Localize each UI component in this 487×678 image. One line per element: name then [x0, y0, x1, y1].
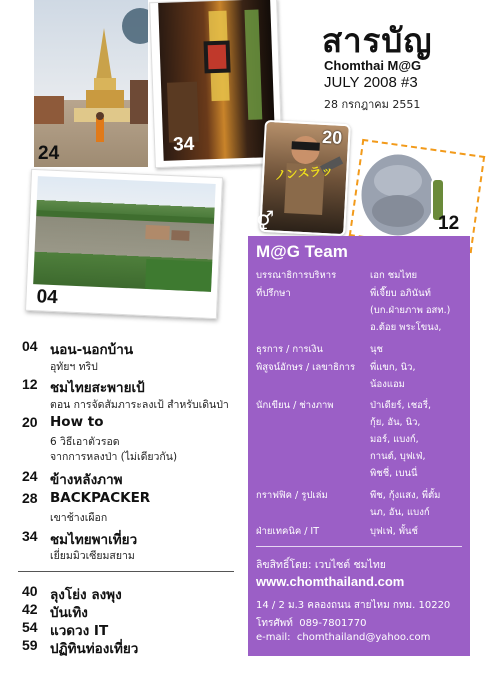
toc-description: เขาช้างเผือก	[50, 512, 108, 524]
toc-title: บันเทิง	[50, 605, 88, 621]
team-members	[370, 362, 474, 396]
team-role: นักเขียน / ช่างภาพ	[256, 400, 334, 411]
team-member: (บก.ฝ่ายภาพ อสท.)	[370, 305, 451, 316]
page-title: สารบัญ	[322, 21, 433, 60]
toc-title: ลุงโย่ง ลงพุง	[50, 587, 122, 603]
team-member: พี่เจี๊ยบ อภินันท์	[370, 288, 431, 299]
team-member: พีช, กุ้งแสง, พี่ตั้ม	[370, 490, 441, 501]
toc-page-number: 28	[22, 490, 38, 506]
team-member: พิชชี่, เบนนี่	[370, 468, 418, 479]
team-member: นภ, อัน, แบงก์	[370, 507, 430, 518]
toc-title: ชมไทยพาเที่ยว	[50, 532, 138, 548]
team-member: มอร์, แบงก์,	[370, 434, 419, 445]
team-members	[370, 490, 474, 524]
toc-page-number: 42	[22, 601, 38, 617]
toc-description: เยี่ยมมิวเซียมสยาม	[50, 550, 135, 562]
river-photo	[33, 176, 216, 292]
toc-title: นอน-นอกบ้าน	[50, 342, 134, 358]
river-page-number: 04	[36, 286, 59, 309]
team-member: กานต์, บุฟเฟ่,	[370, 451, 426, 462]
team-role: ธุรการ / การเงิน	[256, 344, 323, 355]
rambo-caption: ノンスラッ	[273, 163, 334, 183]
team-members	[370, 400, 474, 485]
team-divider	[256, 546, 462, 547]
temple-photo	[34, 0, 148, 167]
team-panel	[248, 236, 470, 656]
team-member: บุฟเฟ่, พั้นช์	[370, 526, 418, 537]
toc-page-number: 24	[22, 468, 38, 484]
team-members	[370, 270, 474, 287]
temple-illustration	[34, 0, 148, 167]
copyright-label: ลิขสิทธิ์โดย: เวบไซต์ ชมไทย	[256, 559, 386, 571]
backpack-sticker	[354, 145, 460, 239]
issue-date: 28 กรกฎาคม 2551	[324, 98, 421, 111]
toc-page-number: 40	[22, 583, 38, 599]
team-members	[370, 526, 474, 543]
toc-page-number: 20	[22, 414, 38, 430]
team-members	[370, 344, 474, 361]
phone-row	[256, 616, 366, 631]
toc-description: ตอน การจัดสัมภาระลงเป้ สำหรับเดินป่า	[50, 399, 229, 411]
website-link[interactable]: www.chomthailand.com	[256, 574, 405, 589]
toc-title: แวดวง IT	[50, 623, 109, 639]
toc-title: ข้างหลังภาพ	[50, 472, 123, 488]
toc-page-number: 34	[22, 528, 38, 544]
toc-title: How to	[50, 414, 104, 430]
toc-page-number: 59	[22, 637, 38, 653]
toc-description: จากการหลงป่า (ไม่เดียวกัน)	[50, 451, 178, 463]
toc-page-number: 04	[22, 338, 38, 354]
issue-label: JULY 2008 #3	[324, 74, 418, 91]
team-role: ที่ปรึกษา	[256, 288, 291, 299]
phone-number: 089-7801770	[299, 618, 367, 629]
email-link[interactable]: chomthailand@yahoo.com	[296, 632, 431, 643]
temple-page-number: 24	[38, 143, 60, 164]
toc-page-number: 12	[22, 376, 38, 392]
team-role: พิสูจน์อักษร / เลขาธิการ	[256, 362, 356, 373]
river-photo-frame	[25, 169, 223, 319]
shop-page-number: 34	[172, 133, 195, 156]
email-label: e-mail:	[256, 632, 291, 643]
email-row	[256, 632, 430, 643]
toc-divider	[18, 571, 234, 572]
team-role: บรรณาธิการบริหาร	[256, 270, 337, 281]
gender-symbol-icon: ⚥	[256, 210, 275, 234]
team-member: กุ้ย, อัน, นิว,	[370, 417, 421, 428]
team-member: ป่าเดียร์, เชอรี่,	[370, 400, 432, 411]
team-member: เอก ชมไทย	[370, 270, 418, 281]
team-member: นุช	[370, 344, 383, 355]
team-member: อ.ต้อย พระโขนง,	[370, 322, 442, 333]
phone-label: โทรศัพท์	[256, 618, 293, 629]
team-title: M@G Team	[256, 242, 348, 261]
toc-title: BACKPACKER	[50, 490, 151, 506]
team-members	[370, 288, 474, 339]
team-role: ฝ่ายเทคนิค / IT	[256, 526, 320, 537]
address: 14 / 2 ม.3 คลองถนน สายไหม กทม. 10220	[256, 600, 451, 611]
magazine-brand: Chomthai M@G	[324, 58, 422, 73]
river-illustration	[33, 176, 216, 292]
toc-title: ชมไทยสะพายเป้	[50, 380, 145, 396]
toc-description: 6 วิธีเอาตัวรอด	[50, 436, 120, 448]
team-role: กราฟฟิค / รูปเล่ม	[256, 490, 328, 501]
team-member: พี่แขก, นิว,	[370, 362, 416, 373]
toc-page-number: 54	[22, 619, 38, 635]
toc-description: อุทัยฯ ทริป	[50, 361, 98, 373]
backpack-page-number: 12	[438, 213, 460, 234]
team-member: น้องแอม	[370, 379, 405, 390]
toc-title: ปฏิทินท่องเที่ยว	[50, 641, 139, 657]
rambo-page-number: 20	[321, 126, 343, 148]
